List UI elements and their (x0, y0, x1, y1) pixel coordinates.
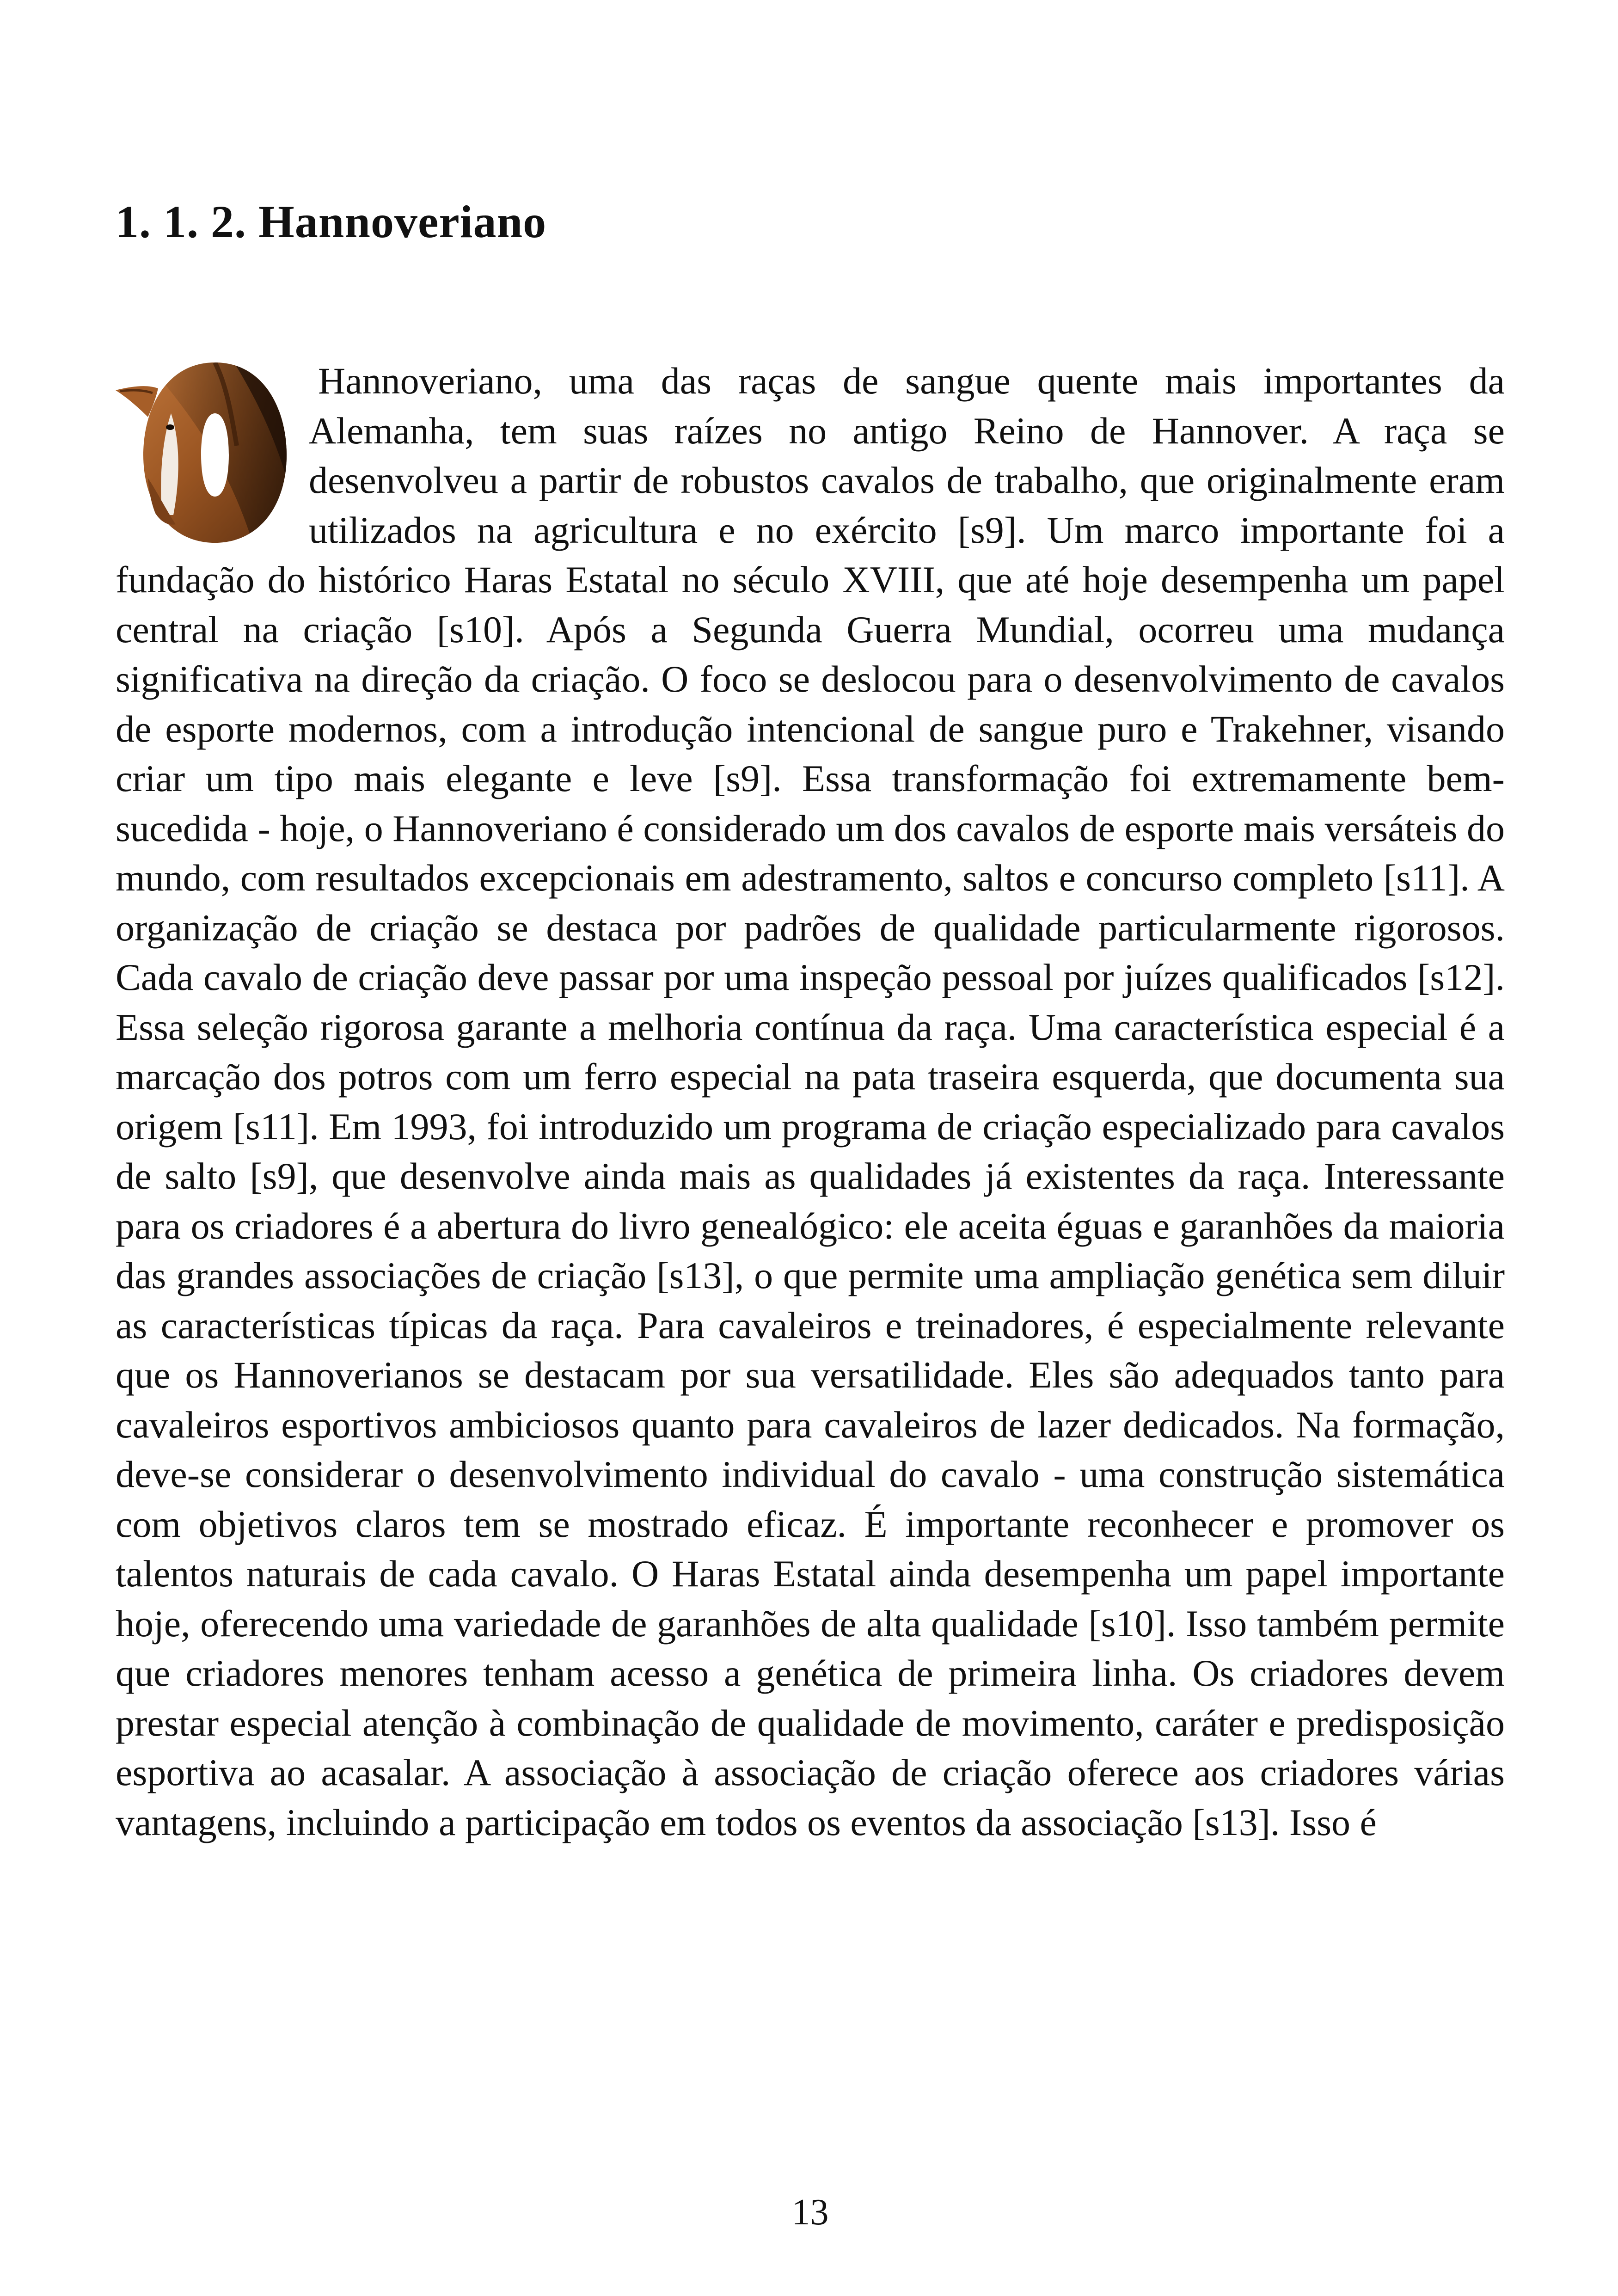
document-page (116, 0, 1505, 2296)
body-paragraph (116, 356, 1505, 1847)
horse-head-dropcap-icon (116, 358, 296, 547)
body-text: Hannoveriano, uma das raças de sangue quente mais importantes da Alemanha, tem suas raízes no antigo Reino de Hannover. A raça se desenvolveu a partir de robustos cavalos de trabalho, que originalmente eram utilizados na agricultura e no exército [s9]. Um marco importante foi a fundação do histórico Haras Estatal no século XVIII, que até hoje desempenha um papel central na criação [s10]. Após a Segunda Guerra Mundial, ocorreu uma mudança significativa na direção da criação. O foco se deslocou para o desenvolvimento de cavalos de esporte modernos, com a introdução intencional de sangue puro e Trakehner, visando criar um tipo mais elegante e leve [s9]. Essa transformação foi extremamente bem-sucedida - hoje, o Hannoveriano é considerado um dos cavalos de esporte mais versáteis do mundo, com resultados excepcionais em adestramento, saltos e concurso completo [s11]. A organização de criação se destaca por padrões de qualidade particularmente rigorosos. Cada cavalo de criação deve passar por uma inspeção pessoal por juízes qualificados [s12]. Essa seleção rigorosa garante a melhoria contínua da raça. Uma característica especial é a marcação dos potros com um ferro especial na pata traseira esquerda, que documenta sua origem [s11]. Em 1993, foi introduzido um programa de criação especializado para cavalos de salto [s9], que desenvolve ainda mais as qualidades já existentes da raça. Interessante para os criadores é a abertura do livro genealógico: ele aceita éguas e garanhões da maioria das grandes associações de criação [s13], o que permite uma ampliação genética sem diluir as características típicas da raça. Para cavaleiros e treinadores, é especialmente relevante que os Hannoverianos se destacam por sua versatilidade. Eles são adequados tanto para cavaleiros esportivos ambiciosos quanto para cavaleiros de lazer dedicados. Na formação, deve-se considerar o desenvolvimento individual do cavalo - uma construção sistemática com objetivos claros tem se mostrado eficaz. É importante reconhecer e promover os talentos naturais de cada cavalo. O Haras Estatal ainda desempenha um papel importante hoje, oferecendo uma variedade de garanhões de alta qualidade [s10]. Isso também permite que criadores menores tenham acesso a genética de primeira linha. Os criadores devem prestar especial atenção à combinação de qualidade de movimento, caráter e predisposição esportiva ao acasalar. A associação à associação de criação oferece aos criadores várias vantagens, incluindo a participação em todos os eventos da associação [s13]. Isso é (116, 360, 1505, 1843)
section-heading: 1. 1. 2. Hannoveriano (116, 196, 547, 247)
page-number: 13 (791, 2192, 829, 2233)
